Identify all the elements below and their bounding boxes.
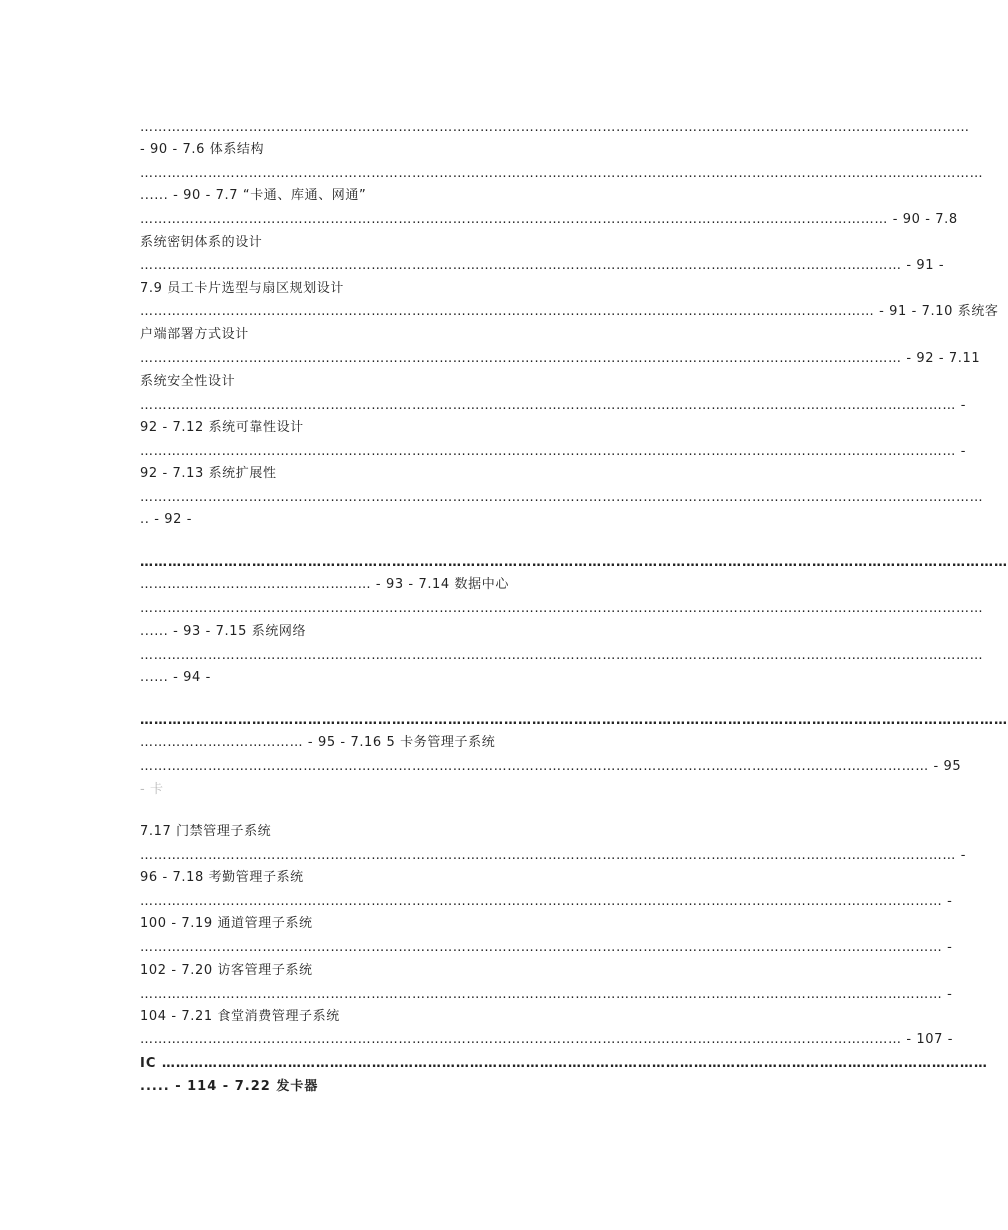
toc-line: ……………………………………………………………………………………………………………………………………………… - 91 - 7.10 系统客 — [140, 304, 999, 319]
toc-line: ……………………………… - 95 - 7.16 5 卡务管理子系统 — [140, 735, 496, 750]
toc-line: …………………………………………………………………………………………………………………………………………………………………… — [140, 601, 984, 616]
toc-line: 104 - 7.21 食堂消费管理子系统 — [140, 1009, 340, 1024]
toc-line: 7.17 门禁管理子系统 — [140, 824, 272, 839]
toc-line: …………………………………………………………………………………………………………………………………………………………………… — [140, 166, 984, 181]
toc-line: - 90 - 7.6 体系结构 — [140, 142, 265, 157]
toc-line: 96 - 7.18 考勤管理子系统 — [140, 870, 304, 885]
toc-line: 92 - 7.12 系统可靠性设计 — [140, 420, 304, 435]
toc-line: 系统安全性设计 — [140, 374, 236, 389]
toc-line: …………………………………………………………………………………………………………………………………………………………………… — [140, 648, 984, 663]
toc-line: 92 - 7.13 系统扩展性 — [140, 466, 277, 481]
toc-line: …………………………………………………………………………………………………………………………………………………………… - — [140, 987, 953, 1002]
toc-line: …………………………………………………………………………………………………………………………………………………………………… — [140, 490, 984, 505]
toc-line: ……………………………………………………………………………………………………………………………………………………………… - — [140, 848, 967, 863]
toc-line: 系统密钥体系的设计 — [140, 235, 263, 250]
toc-line: …………………………………………………………………………………………………………………………………………………………………… — [140, 555, 1008, 570]
toc-line: …………………………………………………………………………………………………………………………………………………………………… — [140, 713, 1008, 728]
toc-line: IC …………………………………………………………………………………………………………………………………………………………… — [140, 1056, 988, 1071]
toc-line: …………………………………………………………………………………………………………………………………………………………… - — [140, 894, 953, 909]
toc-line: …………………………………………… - 93 - 7.14 数据中心 — [140, 577, 509, 592]
toc-line: …………………………………………………………………………………………………………………………………………………… - 91 - — [140, 258, 945, 273]
toc-line: ..... - 114 - 7.22 发卡器 — [140, 1079, 319, 1094]
toc-line: 7.9 员工卡片选型与扇区规划设计 — [140, 281, 345, 296]
toc-line: …………………………………………………………………………………………………………………………………………………… - 92 - 7.11 — [140, 351, 981, 366]
toc-line: ……………………………………………………………………………………………………………………………………………………………… - — [140, 444, 967, 459]
toc-line: .. - 92 - — [140, 512, 192, 527]
toc-line: …………………………………………………………………………………………………………………………………………………………… - — [140, 940, 953, 955]
toc-line: ...... - 93 - 7.15 系统网络 — [140, 624, 307, 639]
toc-line: ………………………………………………………………………………………………………………………………………………………… - 95 — [140, 759, 962, 774]
toc-line: ...... - 90 - 7.7 “卡通、库通、网通” — [140, 188, 367, 203]
toc-line: 102 - 7.20 访客管理子系统 — [140, 963, 313, 978]
toc-line: …………………………………………………………………………………………………………………………………………………… - 107 - — [140, 1032, 953, 1047]
toc-line: ………………………………………………………………………………………………………………………………………………………………… — [140, 120, 970, 135]
toc-line: ...... - 94 - — [140, 670, 211, 685]
toc-line: ………………………………………………………………………………………………………………………………………………… - 90 - 7.8 — [140, 212, 958, 227]
toc-line: 户端部署方式设计 — [140, 327, 249, 342]
toc-line: ……………………………………………………………………………………………………………………………………………………………… - — [140, 398, 967, 413]
toc-line: 100 - 7.19 通道管理子系统 — [140, 916, 313, 931]
toc-line: - 卡 — [140, 782, 164, 797]
